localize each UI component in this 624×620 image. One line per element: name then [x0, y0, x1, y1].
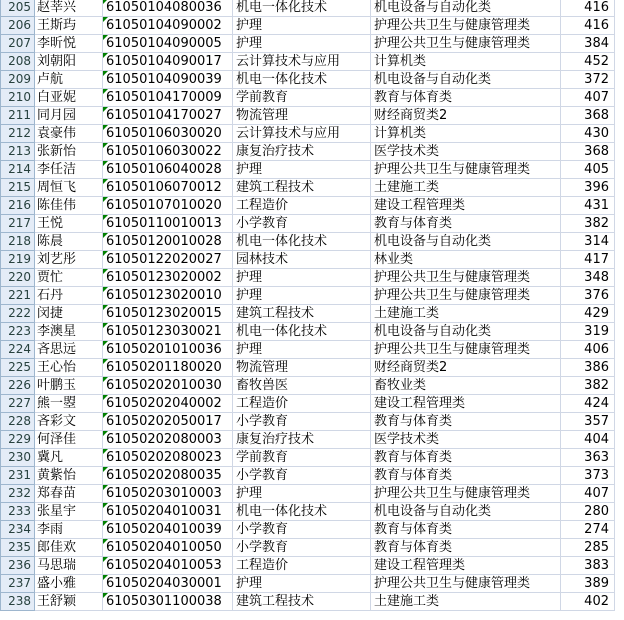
category-cell[interactable]: 土建施工类	[371, 593, 561, 611]
row-header[interactable]: 217	[1, 215, 35, 233]
score-cell[interactable]: 431	[561, 197, 615, 215]
row-header[interactable]: 205	[1, 0, 35, 17]
major-cell[interactable]: 工程造价	[233, 395, 371, 413]
name-cell[interactable]: 贾忙	[35, 269, 103, 287]
table-row	[1, 179, 615, 197]
major-cell[interactable]: 建筑工程技术	[233, 593, 371, 611]
id-cell[interactable]: 61050106030020	[103, 125, 233, 143]
id-cell[interactable]: 61050201180020	[103, 359, 233, 377]
category-cell[interactable]: 计算机类	[371, 53, 561, 71]
major-cell[interactable]: 云计算技术与应用	[233, 53, 371, 71]
name-cell[interactable]: 同月园	[35, 107, 103, 125]
row-header[interactable]: 231	[1, 467, 35, 485]
score-cell[interactable]: 405	[561, 161, 615, 179]
id-cell[interactable]: 61050104090005	[103, 35, 233, 53]
major-cell[interactable]: 护理	[233, 35, 371, 53]
score-cell[interactable]: 382	[561, 215, 615, 233]
row-header[interactable]: 225	[1, 359, 35, 377]
name-cell[interactable]: 卢航	[35, 71, 103, 89]
major-cell[interactable]: 云计算技术与应用	[233, 125, 371, 143]
table-row	[1, 35, 615, 53]
name-cell[interactable]: 赵莘兴	[35, 0, 103, 17]
id-cell[interactable]: 61050204010031	[103, 503, 233, 521]
major-cell[interactable]: 小学教育	[233, 539, 371, 557]
id-cell[interactable]: 61050104170027	[103, 107, 233, 125]
table-row	[1, 287, 615, 305]
row-header[interactable]: 227	[1, 395, 35, 413]
name-cell[interactable]: 陈晨	[35, 233, 103, 251]
category-cell[interactable]: 教育与体育类	[371, 539, 561, 557]
name-cell[interactable]: 张星宇	[35, 503, 103, 521]
row-header[interactable]: 210	[1, 89, 35, 107]
name-cell[interactable]: 闵捷	[35, 305, 103, 323]
row-header[interactable]: 211	[1, 107, 35, 125]
table-row	[1, 575, 615, 593]
score-cell[interactable]: 368	[561, 107, 615, 125]
id-cell[interactable]: 61050123020015	[103, 305, 233, 323]
spreadsheet-body	[1, 0, 615, 611]
major-cell[interactable]: 护理	[233, 161, 371, 179]
major-cell[interactable]: 小学教育	[233, 521, 371, 539]
score-cell[interactable]: 383	[561, 557, 615, 575]
score-cell[interactable]: 406	[561, 341, 615, 359]
table-row	[1, 305, 615, 323]
id-cell[interactable]: 61050106030022	[103, 143, 233, 161]
row-header[interactable]: 230	[1, 449, 35, 467]
table-row	[1, 341, 615, 359]
table-row	[1, 251, 615, 269]
major-cell[interactable]: 小学教育	[233, 413, 371, 431]
id-cell[interactable]: 61050204010039	[103, 521, 233, 539]
id-cell[interactable]: 61050202080023	[103, 449, 233, 467]
name-cell[interactable]: 王心怡	[35, 359, 103, 377]
id-cell[interactable]: 61050104090017	[103, 53, 233, 71]
row-header[interactable]: 213	[1, 143, 35, 161]
row-header[interactable]: 215	[1, 179, 35, 197]
score-cell[interactable]: 452	[561, 53, 615, 71]
id-cell[interactable]: 61050123020010	[103, 287, 233, 305]
category-cell[interactable]: 护理公共卫生与健康管理类	[371, 269, 561, 287]
major-cell[interactable]: 护理	[233, 269, 371, 287]
row-header[interactable]: 206	[1, 17, 35, 35]
category-cell[interactable]: 机电设备与自动化类	[371, 0, 561, 17]
row-header[interactable]: 216	[1, 197, 35, 215]
id-cell[interactable]: 61050202080003	[103, 431, 233, 449]
row-header[interactable]: 223	[1, 323, 35, 341]
category-cell[interactable]: 土建施工类	[371, 305, 561, 323]
score-cell[interactable]: 407	[561, 485, 615, 503]
table-row	[1, 485, 615, 503]
row-header[interactable]: 218	[1, 233, 35, 251]
table-row	[1, 17, 615, 35]
major-cell[interactable]: 建筑工程技术	[233, 305, 371, 323]
table-row	[1, 323, 615, 341]
row-header[interactable]: 224	[1, 341, 35, 359]
score-cell[interactable]: 382	[561, 377, 615, 395]
major-cell[interactable]: 康复治疗技术	[233, 431, 371, 449]
row-header[interactable]: 235	[1, 539, 35, 557]
major-cell[interactable]: 机电一体化技术	[233, 0, 371, 17]
major-cell[interactable]: 护理	[233, 17, 371, 35]
table-row	[1, 0, 615, 17]
name-cell[interactable]: 袁豪伟	[35, 125, 103, 143]
category-cell[interactable]: 教育与体育类	[371, 89, 561, 107]
category-cell[interactable]: 教育与体育类	[371, 215, 561, 233]
name-cell[interactable]: 周恒飞	[35, 179, 103, 197]
name-cell[interactable]: 叶鹏玉	[35, 377, 103, 395]
table-row	[1, 431, 615, 449]
category-cell[interactable]: 护理公共卫生与健康管理类	[371, 485, 561, 503]
table-row	[1, 377, 615, 395]
major-cell[interactable]: 畜牧兽医	[233, 377, 371, 395]
score-cell[interactable]: 348	[561, 269, 615, 287]
row-header[interactable]: 208	[1, 53, 35, 71]
id-cell[interactable]: 61050110010013	[103, 215, 233, 233]
category-cell[interactable]: 财经商贸类2	[371, 359, 561, 377]
score-cell[interactable]: 280	[561, 503, 615, 521]
major-cell[interactable]: 机电一体化技术	[233, 233, 371, 251]
name-cell[interactable]: 王斯玙	[35, 17, 103, 35]
id-cell[interactable]: 61050106040028	[103, 161, 233, 179]
table-row	[1, 233, 615, 251]
category-cell[interactable]: 机电设备与自动化类	[371, 233, 561, 251]
name-cell[interactable]: 郑春苗	[35, 485, 103, 503]
score-cell[interactable]: 357	[561, 413, 615, 431]
name-cell[interactable]: 王悦	[35, 215, 103, 233]
score-cell[interactable]: 416	[561, 17, 615, 35]
score-cell[interactable]: 386	[561, 359, 615, 377]
id-cell[interactable]: 61050104170009	[103, 89, 233, 107]
row-header[interactable]: 238	[1, 593, 35, 611]
id-cell[interactable]: 61050204010050	[103, 539, 233, 557]
table-row	[1, 89, 615, 107]
name-cell[interactable]: 马思瑞	[35, 557, 103, 575]
table-row	[1, 359, 615, 377]
score-cell[interactable]: 363	[561, 449, 615, 467]
score-cell[interactable]: 424	[561, 395, 615, 413]
id-cell[interactable]: 61050104090002	[103, 17, 233, 35]
major-cell[interactable]: 小学教育	[233, 467, 371, 485]
score-cell[interactable]: 416	[561, 0, 615, 17]
name-cell[interactable]: 石丹	[35, 287, 103, 305]
score-cell[interactable]: 417	[561, 251, 615, 269]
category-cell[interactable]: 财经商贸类2	[371, 107, 561, 125]
score-cell[interactable]: 368	[561, 143, 615, 161]
name-cell[interactable]: 王舒颖	[35, 593, 103, 611]
id-cell[interactable]: 61050120010028	[103, 233, 233, 251]
score-cell[interactable]: 402	[561, 593, 615, 611]
id-cell[interactable]: 61050203010003	[103, 485, 233, 503]
category-cell[interactable]: 护理公共卫生与健康管理类	[371, 341, 561, 359]
major-cell[interactable]: 护理	[233, 575, 371, 593]
row-header[interactable]: 220	[1, 269, 35, 287]
major-cell[interactable]: 护理	[233, 287, 371, 305]
id-cell[interactable]: 61050202080035	[103, 467, 233, 485]
name-cell[interactable]: 冀凡	[35, 449, 103, 467]
name-cell[interactable]: 李昕悦	[35, 35, 103, 53]
category-cell[interactable]: 医学技术类	[371, 431, 561, 449]
row-header[interactable]: 221	[1, 287, 35, 305]
name-cell[interactable]: 李任洁	[35, 161, 103, 179]
score-cell[interactable]: 429	[561, 305, 615, 323]
category-cell[interactable]: 教育与体育类	[371, 521, 561, 539]
category-cell[interactable]: 建设工程管理类	[371, 197, 561, 215]
score-cell[interactable]: 372	[561, 71, 615, 89]
score-cell[interactable]: 407	[561, 89, 615, 107]
category-cell[interactable]: 教育与体育类	[371, 413, 561, 431]
id-cell[interactable]: 61050104080036	[103, 0, 233, 17]
name-cell[interactable]: 白亚妮	[35, 89, 103, 107]
row-header[interactable]: 219	[1, 251, 35, 269]
id-cell[interactable]: 61050202040002	[103, 395, 233, 413]
id-cell[interactable]: 61050202050017	[103, 413, 233, 431]
id-cell[interactable]: 61050202010030	[103, 377, 233, 395]
major-cell[interactable]: 园林技术	[233, 251, 371, 269]
score-cell[interactable]: 404	[561, 431, 615, 449]
category-cell[interactable]: 护理公共卫生与健康管理类	[371, 17, 561, 35]
score-cell[interactable]: 319	[561, 323, 615, 341]
score-cell[interactable]: 285	[561, 539, 615, 557]
table-row	[1, 197, 615, 215]
id-cell[interactable]: 61050204030001	[103, 575, 233, 593]
major-cell[interactable]: 物流管理	[233, 107, 371, 125]
table-row	[1, 539, 615, 557]
name-cell[interactable]: 何泽佳	[35, 431, 103, 449]
score-cell[interactable]: 274	[561, 521, 615, 539]
score-cell[interactable]: 314	[561, 233, 615, 251]
table-row	[1, 467, 615, 485]
category-cell[interactable]: 畜牧业类	[371, 377, 561, 395]
table-row	[1, 125, 615, 143]
score-cell[interactable]: 389	[561, 575, 615, 593]
major-cell[interactable]: 机电一体化技术	[233, 323, 371, 341]
table-row	[1, 143, 615, 161]
category-cell[interactable]: 护理公共卫生与健康管理类	[371, 161, 561, 179]
major-cell[interactable]: 学前教育	[233, 449, 371, 467]
table-row	[1, 413, 615, 431]
row-header[interactable]: 233	[1, 503, 35, 521]
row-header[interactable]: 232	[1, 485, 35, 503]
table-row	[1, 593, 615, 611]
row-header[interactable]: 207	[1, 35, 35, 53]
category-cell[interactable]: 护理公共卫生与健康管理类	[371, 35, 561, 53]
major-cell[interactable]: 工程造价	[233, 557, 371, 575]
name-cell[interactable]: 郎佳欢	[35, 539, 103, 557]
table-row	[1, 449, 615, 467]
score-cell[interactable]: 396	[561, 179, 615, 197]
category-cell[interactable]: 护理公共卫生与健康管理类	[371, 287, 561, 305]
id-cell[interactable]: 61050106070012	[103, 179, 233, 197]
table-row	[1, 269, 615, 287]
name-cell[interactable]: 黄紫怡	[35, 467, 103, 485]
score-cell[interactable]: 373	[561, 467, 615, 485]
name-cell[interactable]: 盛小雅	[35, 575, 103, 593]
row-header[interactable]: 226	[1, 377, 35, 395]
id-cell[interactable]: 61050107010020	[103, 197, 233, 215]
name-cell[interactable]: 吝彩文	[35, 413, 103, 431]
table-row	[1, 395, 615, 413]
major-cell[interactable]: 康复治疗技术	[233, 143, 371, 161]
row-header[interactable]: 222	[1, 305, 35, 323]
row-header[interactable]: 234	[1, 521, 35, 539]
category-cell[interactable]: 机电设备与自动化类	[371, 71, 561, 89]
table-row	[1, 53, 615, 71]
row-header[interactable]: 237	[1, 575, 35, 593]
major-cell[interactable]: 机电一体化技术	[233, 71, 371, 89]
major-cell[interactable]: 工程造价	[233, 197, 371, 215]
score-cell[interactable]: 376	[561, 287, 615, 305]
name-cell[interactable]: 刘艺彤	[35, 251, 103, 269]
table-row	[1, 503, 615, 521]
category-cell[interactable]: 土建施工类	[371, 179, 561, 197]
category-cell[interactable]: 护理公共卫生与健康管理类	[371, 575, 561, 593]
row-header[interactable]: 209	[1, 71, 35, 89]
id-cell[interactable]: 61050122020027	[103, 251, 233, 269]
table-row	[1, 107, 615, 125]
category-cell[interactable]: 建设工程管理类	[371, 557, 561, 575]
category-cell[interactable]: 林业类	[371, 251, 561, 269]
id-cell[interactable]: 61050123030021	[103, 323, 233, 341]
id-cell[interactable]: 61050204010053	[103, 557, 233, 575]
table-row	[1, 521, 615, 539]
category-cell[interactable]: 教育与体育类	[371, 467, 561, 485]
name-cell[interactable]: 吝思远	[35, 341, 103, 359]
row-header[interactable]: 236	[1, 557, 35, 575]
major-cell[interactable]: 学前教育	[233, 89, 371, 107]
row-header[interactable]: 212	[1, 125, 35, 143]
category-cell[interactable]: 医学技术类	[371, 143, 561, 161]
category-cell[interactable]: 教育与体育类	[371, 449, 561, 467]
major-cell[interactable]: 护理	[233, 341, 371, 359]
id-cell[interactable]: 61050123020002	[103, 269, 233, 287]
category-cell[interactable]: 建设工程管理类	[371, 395, 561, 413]
category-cell[interactable]: 机电设备与自动化类	[371, 503, 561, 521]
category-cell[interactable]: 计算机类	[371, 125, 561, 143]
row-header[interactable]: 229	[1, 431, 35, 449]
table-row	[1, 71, 615, 89]
table-row	[1, 161, 615, 179]
major-cell[interactable]: 机电一体化技术	[233, 503, 371, 521]
score-cell[interactable]: 384	[561, 35, 615, 53]
name-cell[interactable]: 熊一曌	[35, 395, 103, 413]
major-cell[interactable]: 物流管理	[233, 359, 371, 377]
name-cell[interactable]: 李雨	[35, 521, 103, 539]
name-cell[interactable]: 张新怡	[35, 143, 103, 161]
table-row	[1, 557, 615, 575]
name-cell[interactable]: 李澳星	[35, 323, 103, 341]
row-header[interactable]: 228	[1, 413, 35, 431]
table-row	[1, 215, 615, 233]
major-cell[interactable]: 护理	[233, 485, 371, 503]
id-cell[interactable]: 61050301100038	[103, 593, 233, 611]
id-cell[interactable]: 61050104090039	[103, 71, 233, 89]
id-cell[interactable]: 61050201010036	[103, 341, 233, 359]
name-cell[interactable]: 刘朝阳	[35, 53, 103, 71]
row-header[interactable]: 214	[1, 161, 35, 179]
name-cell[interactable]: 陈佳伟	[35, 197, 103, 215]
major-cell[interactable]: 小学教育	[233, 215, 371, 233]
score-cell[interactable]: 430	[561, 125, 615, 143]
major-cell[interactable]: 建筑工程技术	[233, 179, 371, 197]
category-cell[interactable]: 机电设备与自动化类	[371, 323, 561, 341]
